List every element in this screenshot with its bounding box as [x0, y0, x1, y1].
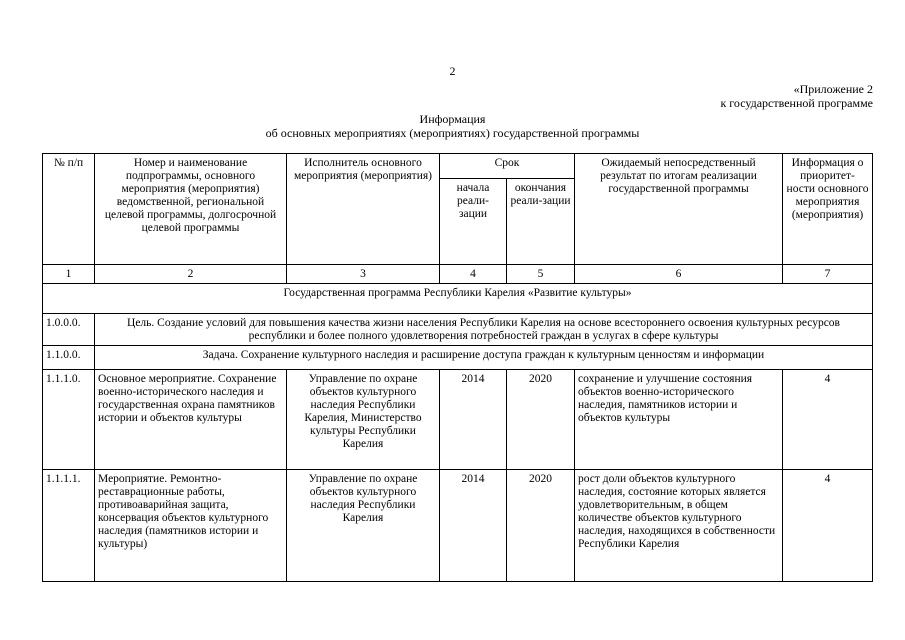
- row-executor: Управление по охране объектов культурного наследия Республики Карелия, Министерство культуры Республики Карелия: [287, 370, 440, 470]
- task-text: Задача. Сохранение культурного наследия и расширение доступа граждан к культурным ценностям и информации: [95, 346, 873, 370]
- header-priority: Информация о приоритет-ности основного мероприятия (мероприятия): [783, 154, 873, 265]
- page-number: 2: [449, 64, 456, 78]
- row-code: 1.1.1.0.: [43, 370, 95, 470]
- column-number: 1: [43, 265, 95, 284]
- goal-code: 1.0.0.0.: [43, 314, 95, 346]
- heading-title: Информация: [419, 112, 486, 126]
- appendix-line-2: к государственной программе: [720, 96, 873, 110]
- row-start: 2014: [440, 370, 507, 470]
- row-priority: 4: [783, 370, 873, 470]
- column-number: 3: [287, 265, 440, 284]
- header-term: Срок: [440, 154, 575, 179]
- task-row: [43, 346, 873, 370]
- row-executor: Управление по охране объектов культурного наследия Республики Карелия: [287, 470, 440, 582]
- row-result: рост доли объектов культурного наследия, состояние которых является удовлетворительным, в общем количестве объектов культурного наследия, находящихся в собственности Республики Карелия: [575, 470, 783, 582]
- appendix-line-1: «Приложение 2: [793, 82, 873, 96]
- column-number: 6: [575, 265, 783, 284]
- column-number: 4: [440, 265, 507, 284]
- document-heading: [0, 112, 905, 140]
- goal-row: [43, 314, 873, 346]
- row-start: 2014: [440, 470, 507, 582]
- task-code: 1.1.0.0.: [43, 346, 95, 370]
- header-executor: Исполнитель основного мероприятия (мероприятия): [287, 154, 440, 265]
- program-title: Государственная программа Республики Карелия «Развитие культуры»: [43, 284, 873, 314]
- column-number: 7: [783, 265, 873, 284]
- program-title-row: [43, 284, 873, 314]
- header-result: Ожидаемый непосредственный результат по итогам реализации государственной программы: [575, 154, 783, 265]
- row-name: Мероприятие. Ремонтно-реставрационные работы, противоаварийная защита, консервация объектов культурного наследия (памятников истории и культуры): [95, 470, 287, 582]
- table-row: [43, 370, 873, 470]
- row-end: 2020: [507, 470, 575, 582]
- row-name: Основное мероприятие. Сохранение военно-исторического наследия и государственная охрана памятников истории и объектов культуры: [95, 370, 287, 470]
- row-result: сохранение и улучшение состояния объектов военно-исторического наследия, памятников истории и объектов культуры: [575, 370, 783, 470]
- column-number: 2: [95, 265, 287, 284]
- row-end: 2020: [507, 370, 575, 470]
- table-header-row: [43, 154, 873, 179]
- row-priority: 4: [783, 470, 873, 582]
- header-term-end: окончания реали-зации: [507, 179, 575, 265]
- table-row: [43, 470, 873, 582]
- row-code: 1.1.1.1.: [43, 470, 95, 582]
- heading-subtitle: об основных мероприятиях (мероприятиях) государственной программы: [265, 126, 640, 140]
- column-numbers-row: [43, 265, 873, 284]
- measures-table: [42, 153, 873, 582]
- appendix-reference: [720, 82, 873, 110]
- goal-text: Цель. Создание условий для повышения качества жизни населения Республики Карелия на основе всестороннего освоения культурных ресурсов республики и более полного удовлетворения потребностей граждан в услугах в сфере культуры: [95, 314, 873, 346]
- header-name: Номер и наименование подпрограммы, основного мероприятия (мероприятия) ведомственной, региональной целевой программы, долгосрочной целевой программы: [95, 154, 287, 265]
- column-number: 5: [507, 265, 575, 284]
- header-term-start: начала реали-зации: [440, 179, 507, 265]
- header-number: № п/п: [43, 154, 95, 265]
